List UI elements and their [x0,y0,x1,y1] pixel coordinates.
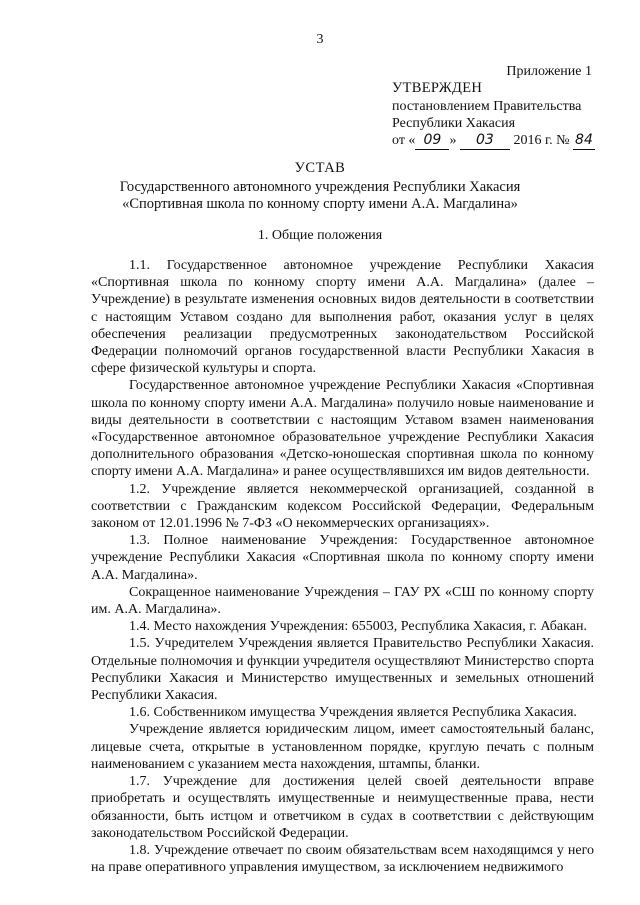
date-year: 2016 г. № [513,133,570,148]
page-number: 3 [316,32,324,47]
handwritten-day: 09 [415,132,449,150]
appendix-label: Приложение 1 [506,64,592,79]
paragraph: Учреждение является юридическим лицом, имеет самостоятельный баланс, лицевые счета, открытые в установленном порядке, круглую печать с полным наименованием с указанием места нахождения, штампы, бланки. [91,722,594,772]
approval-heading: УТВЕРЖДЕН [392,80,483,96]
document-title [0,160,640,213]
paragraph: Сокращенное наименование Учреждения – ГАУ РХ «СШ по конному спорту им. А.А. Магдалина». [91,584,594,618]
document-body [91,257,594,876]
date-mid: » [449,133,457,148]
paragraph: 1.4. Место нахождения Учреждения: 655003, Республика Хакасия, г. Абакан. [129,619,587,635]
paragraph: 1.1. Государственное автономное учреждение Республики Хакасия «Спортивная школа по конному спорту имени А.А. Магдалина» (далее – Учреждение) в результате изменения основных видов деятельности в соответствии с настоящим Уставом создано для выполнения работ, оказания услуг в целях обеспечения реализации предусмотренных законодательством Российской Федерации полномочий органов государственной власти Республики Хакасия в сфере физической культуры и спорта. [91,258,594,377]
paragraph: 1.2. Учреждение является некоммерческой организацией, созданной в соответствии с Гражданским кодексом Российской Федерации, Федеральным законом от 12.01.1996 № 7-ФЗ «О некоммерческих организациях». [91,481,594,532]
paragraph: 1.7. Учреждение для достижения целей своей деятельности вправе приобретать и осуществлять имущественные и неимущественные права, нести обязанности, быть истцом и ответчиком в судах в соответствии с действующим законодательством Российской Федерации. [91,774,594,841]
date-prefix: от « [392,133,416,148]
title-line-1: Государственного автономного учреждения Республики Хакасия [119,179,521,195]
approval-line-1: постановлением Правительства [392,99,582,114]
title-line-2: «Спортивная школа по конному спорту имени А.А. Магдалина» [122,196,518,212]
section-heading: 1. Общие положения [257,228,383,243]
handwritten-doc-number: 84 [573,132,595,150]
paragraph: 1.6. Собственником имущества Учреждения является Республика Хакасия. [129,705,577,721]
handwritten-month: 03 [460,132,510,150]
paragraph: 1.3. Полное наименование Учреждения: Государственное автономное учреждение Республики Хакасия «Спортивная школа по конному спорту имени А.А. Магдалина». [91,533,594,583]
approval-line-2: Республики Хакасия [392,116,516,131]
paragraph: 1.5. Учредителем Учреждения является Правительство Республики Хакасия. Отдельные полномочия и функции учредителя осуществляют Министерство спорта Республики Хакасия и Министерство имущественных и земельных отношений Республики Хакасия. [91,636,594,704]
paragraph: 1.8. Учреждение отвечает по своим обязательствам всем находящимся у него на праве оперативного управления имуществом, за исключением недвижимого [91,842,594,876]
approval-date-line [392,132,595,150]
title-main: УСТАВ [294,160,346,176]
paragraph: Государственное автономное учреждение Республики Хакасия «Спортивная школа по конному спорту имени А.А. Магдалина» получило новые наименование и виды деятельности в соответствии с настоящим Уставом взамен наименования «Государственное автономное образовательное учреждение Республики Хакасия дополнительного образования «Детско-юношеская спортивная школа по конному спорту имени А.А. Магдалина» и ранее осуществлявшихся им видов деятельности. [91,378,594,480]
approval-block [392,80,595,150]
